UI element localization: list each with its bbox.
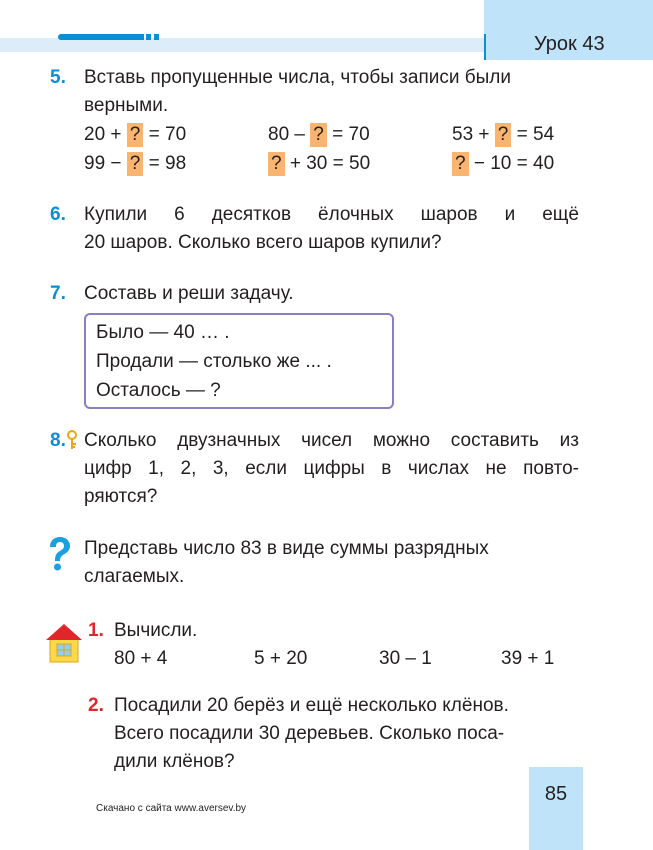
missing-number-box: ? [127,152,144,176]
task-number: 6. [50,204,66,225]
header-stripe [58,34,144,40]
task-text: Вычисли. [114,620,198,641]
footer-credit: Скачано с сайта www.aversev.by [96,803,247,814]
equation: 99 − ? = 98 [84,153,187,174]
task-text: 20 шаров. Сколько всего шаров купили? [84,232,442,253]
header-stripe-dot [154,34,159,40]
task-text: Посадили 20 берёз и ещё несколько клёнов. [114,695,509,716]
missing-number-box: ? [310,123,327,147]
task-text: ряются? [84,486,158,507]
task-text: цифр 1, 2, 3, если цифры в числах не повто- [84,458,579,479]
missing-number-box: ? [268,152,285,176]
task-text: Сколько двузначных чисел можно составить из [84,430,579,451]
key-icon [65,430,79,450]
equation: 20 + ? = 70 [84,124,187,145]
expression: 39 + 1 [501,648,555,669]
task-number: 8. [50,430,66,451]
missing-number-box: ? [452,152,469,176]
equation: ? − 10 = 40 [452,150,554,178]
task-text: Всего посадили 30 деревьев. Сколько поса- [114,723,505,744]
task-text: слагаемых. [84,566,185,587]
lesson-tab-divider [484,34,486,60]
problem-frame [84,313,394,409]
expression: 30 – 1 [379,648,432,669]
homework-number: 2. [88,695,104,716]
equation: 53 + ? = 54 [452,124,555,145]
homework-number: 1. [88,620,104,641]
page-number: 85 [544,783,568,805]
task-text: Вставь пропущенные числа, чтобы записи были [84,67,511,88]
header-stripe-dot [146,34,151,40]
frame-line: Продали — столько же ... . [96,351,332,372]
missing-number-box: ? [127,123,144,147]
task-number: 7. [50,283,66,304]
task-text: Составь и реши задачу. [84,283,294,304]
equation: ? + 30 = 50 [268,150,370,178]
house-icon [44,622,84,664]
task-text: Представь число 83 в виде суммы разрядных [84,538,489,559]
task-number: 5. [50,67,66,88]
missing-number-box: ? [495,123,512,147]
task-text: дили клёнов? [114,751,235,772]
task-text: верными. [84,95,169,116]
task-text: Купили 6 десятков ёлочных шаров и ещё [84,204,579,225]
equation: 80 – ? = 70 [268,124,370,145]
expression: 80 + 4 [114,648,168,669]
frame-line: Осталось — ? [96,380,221,401]
expression: 5 + 20 [254,648,308,669]
question-mark-icon [46,536,72,572]
lesson-title: Урок 43 [534,33,605,55]
frame-line: Было — 40 … . [96,322,230,343]
